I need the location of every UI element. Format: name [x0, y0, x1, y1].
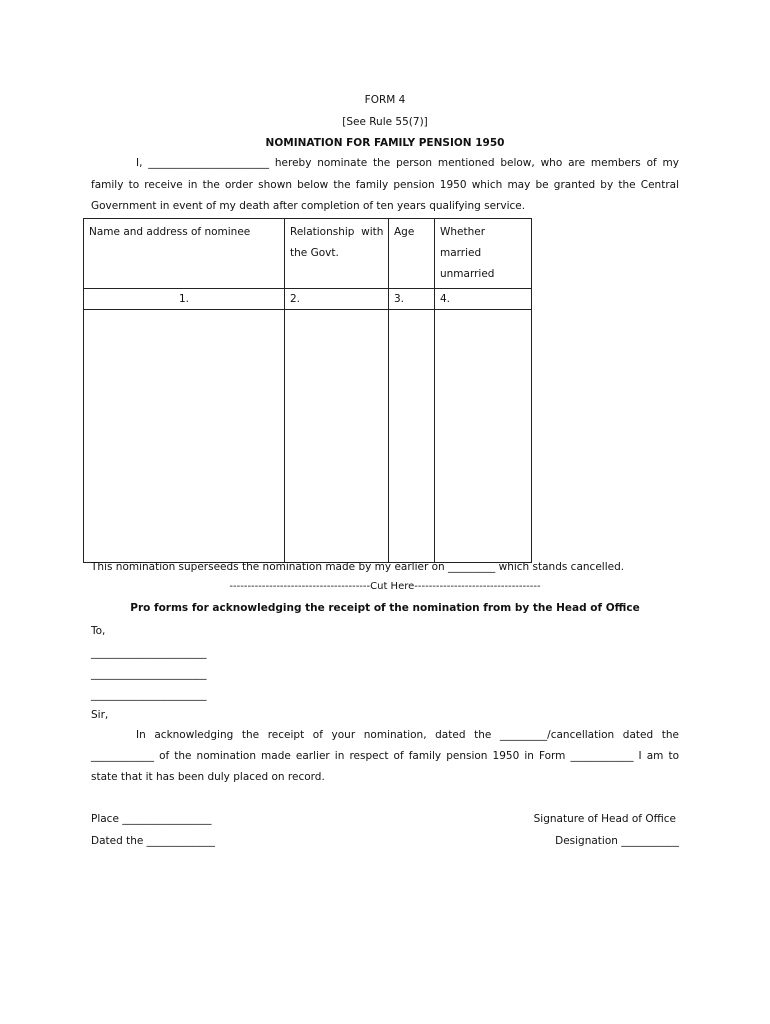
dated-field[interactable]: Dated the _____________ [91, 835, 215, 847]
address-line-2[interactable]: ______________________ [91, 668, 207, 680]
header-age: Age [389, 219, 435, 289]
header-name-address: Name and address of nominee [84, 219, 285, 289]
signature-label: Signature of Head of Office [533, 813, 676, 825]
place-field[interactable]: Place _________________ [91, 813, 212, 825]
table-entry-row [84, 310, 532, 563]
cut-here-line: ---------------------------------------Cut Here----------------------------------- [229, 581, 541, 592]
form-number: FORM 4 [364, 94, 406, 106]
address-line-3[interactable]: ______________________ [91, 689, 207, 701]
supersede-statement: This nomination superseeds the nomination made by my earlier on _________ which stands cancelled. [91, 561, 625, 573]
entry-cell-relationship[interactable] [285, 310, 389, 563]
intro-line-2: family to receive in the order shown below the family pension 1950 which may be granted by the Central [91, 179, 679, 191]
entry-cell-name[interactable] [84, 310, 285, 563]
column-number-3: 3. [389, 289, 435, 310]
header-relationship [285, 219, 389, 289]
form-title: NOMINATION FOR FAMILY PENSION 1950 [265, 137, 505, 149]
rule-reference: [See Rule 55(7)] [342, 116, 428, 128]
column-number-4: 4. [435, 289, 532, 310]
ack-body-line-2: ____________ of the nomination made earlier in respect of family pension 1950 in Form ____________ I am to [91, 750, 679, 762]
column-number-1: 1. [84, 289, 285, 310]
intro-line-1: I, _______________________ hereby nominate the person mentioned below, who are members of my [136, 157, 679, 169]
ack-body-line-3: state that it has been duly placed on record. [91, 771, 325, 783]
header-marital-line2: married [440, 247, 482, 259]
designation-field[interactable]: Designation ___________ [555, 835, 679, 847]
intro-line-3: Government in event of my death after completion of ten years qualifying service. [91, 200, 526, 212]
address-line-1[interactable]: ______________________ [91, 647, 207, 659]
to-label: To, [91, 625, 106, 637]
header-marital-line1: Whether [440, 226, 486, 238]
header-marital-line3: unmarried [440, 268, 495, 280]
column-number-2: 2. [285, 289, 389, 310]
ack-body-line-1: In acknowledging the receipt of your nomination, dated the _________/cancellation dated the [136, 729, 679, 741]
acknowledgement-title: Pro forms for acknowledging the receipt of the nomination from by the Head of Office [130, 602, 640, 614]
entry-cell-marital[interactable] [435, 310, 532, 563]
salutation: Sir, [91, 709, 109, 721]
header-relationship-line2: the Govt. [290, 247, 339, 259]
table-number-row [84, 289, 532, 310]
entry-cell-age[interactable] [389, 310, 435, 563]
header-relationship-line1: Relationship with [290, 226, 384, 238]
nominee-table [83, 218, 532, 563]
table-header-row [84, 219, 532, 289]
header-marital-status [435, 219, 532, 289]
